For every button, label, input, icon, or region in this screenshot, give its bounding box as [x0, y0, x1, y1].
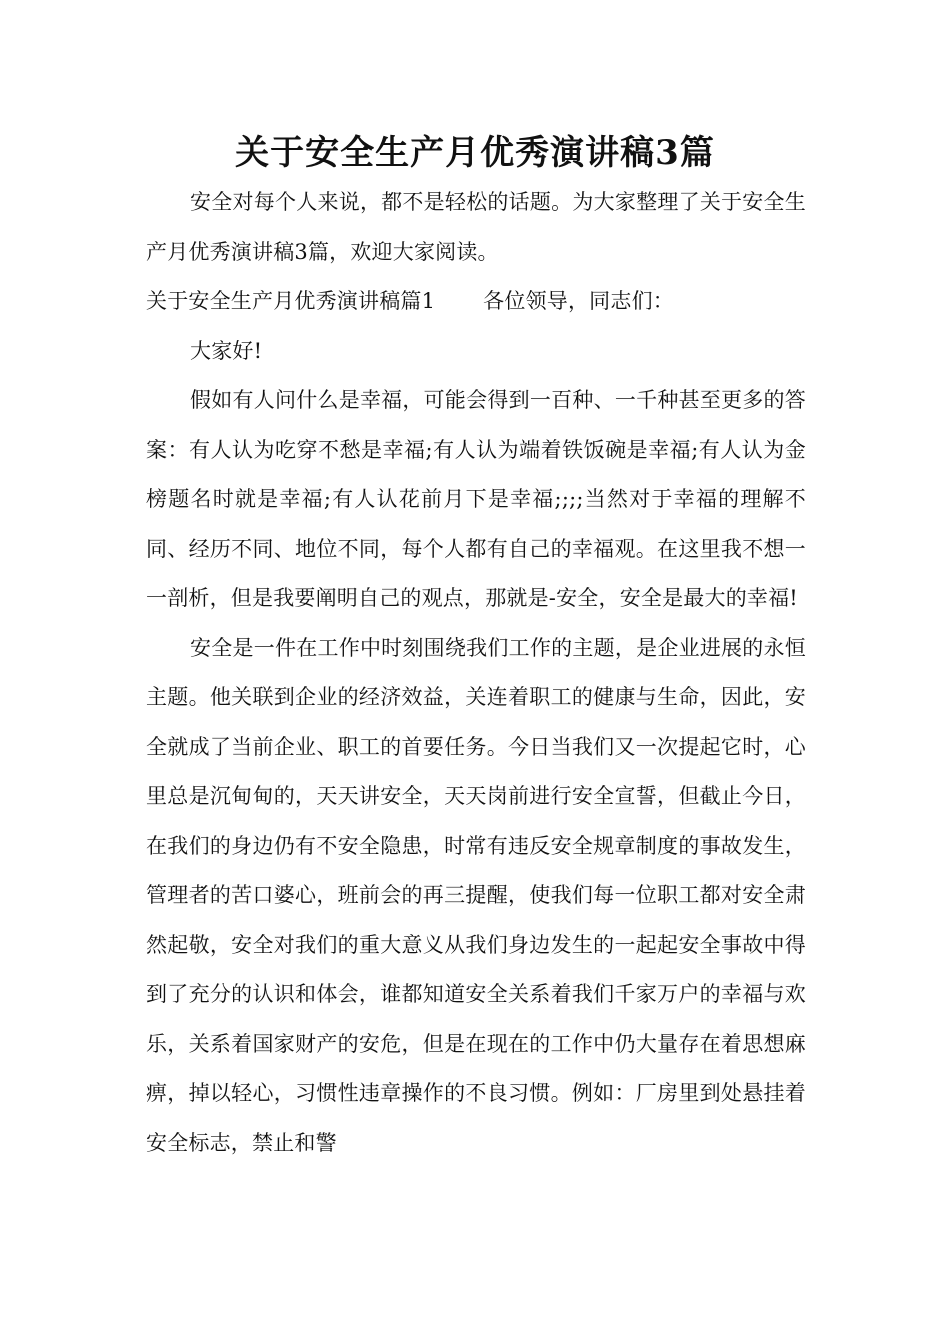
body-paragraph-2: 安全是一件在工作中时刻围绕我们工作的主题，是企业进展的永恒主题。他关联到企业的经济效益，关连着职工的健康与生命，因此，安全就成了当前企业、职工的首要任务。今日当我们又一次提起它时，心里总是沉甸甸的，天天讲安全，天天岗前进行安全宣誓，但截止今日，在我们的身边仍有不安全隐患，时常有违反安全规章制度的事故发生，管理者的苦口婆心，班前会的再三提醒，使我们每一位职工都对安全肃然起敬，安全对我们的重大意义从我们身边发生的一起起安全事故中得到了充分的认识和体会，谁都知道安全关系着我们千家万户的幸福与欢乐，关系着国家财产的安危，但是在现在的工作中仍大量存在着思想麻痹，掉以轻心，习惯性违章操作的不良习惯。例如：厂房里到处悬挂着安全标志，禁止和警: [146, 635, 806, 1155]
section-heading: 关于安全生产月优秀演讲稿篇1: [146, 289, 436, 313]
greeting-paragraph: 大家好!: [190, 338, 263, 363]
intro-paragraph: 安全对每个人来说，都不是轻松的话题。为大家整理了关于安全生产月优秀演讲稿3篇，欢迎大家阅读。: [146, 190, 806, 264]
document-title: 关于安全生产月优秀演讲稿3篇: [235, 133, 715, 173]
document-body: [146, 178, 806, 1168]
section-heading-line: [146, 277, 806, 327]
body-paragraph-1: 假如有人问什么是幸福，可能会得到一百种、一千种甚至更多的答案：有人认为吃穿不愁是幸福;有人认为端着铁饭碗是幸福;有人认为金榜题名时就是幸福;有人认花前月下是幸福;;;;当然对于幸福的理解不同、经历不同、地位不同，每个人都有自己的幸福观。在这里我不想一一剖析，但是我要阐明自己的观点，那就是-安全，安全是最大的幸福!: [146, 388, 806, 610]
salutation: 各位领导，同志们：: [483, 289, 674, 313]
